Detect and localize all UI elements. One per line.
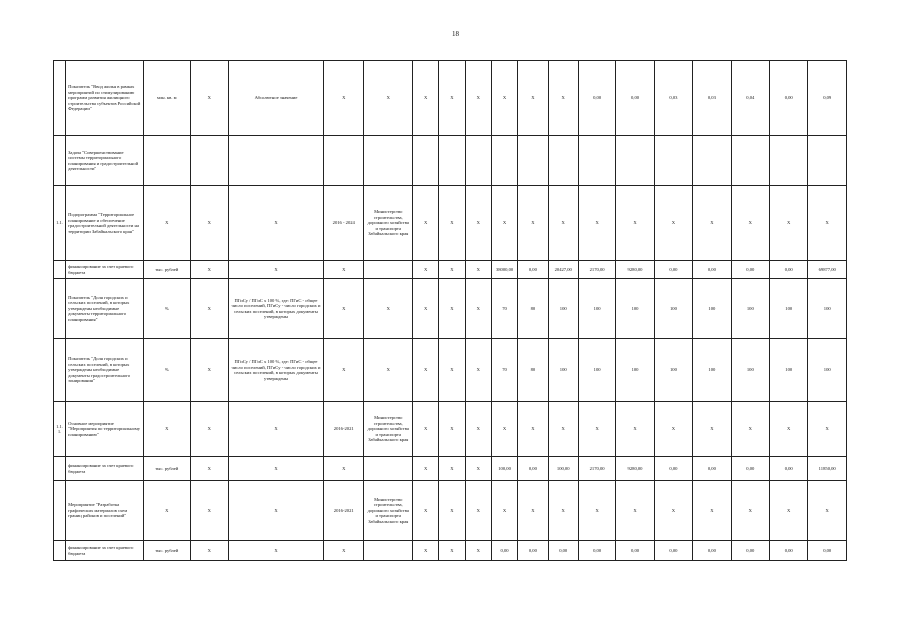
- table-cell: X: [616, 402, 654, 457]
- table-cell: 100: [808, 279, 847, 339]
- table-cell: Задача "Совершенствование системы территориального планирования и градостроительной деятельности": [66, 136, 144, 186]
- table-cell: X: [439, 261, 465, 279]
- table-cell: [54, 136, 66, 186]
- table-cell: [54, 457, 66, 481]
- table-cell: 0,00: [616, 541, 654, 561]
- table-cell: X: [548, 402, 578, 457]
- table-cell: 0,00: [770, 261, 808, 279]
- table-cell: X: [413, 541, 439, 561]
- table-cell: X: [808, 186, 847, 261]
- table-cell: X: [190, 186, 228, 261]
- table-cell: 2016 - 2024: [324, 186, 364, 261]
- table-cell: [616, 136, 654, 186]
- table-cell: X: [616, 481, 654, 541]
- table-cell: 100: [770, 279, 808, 339]
- table-cell: 70: [491, 279, 517, 339]
- table-cell: [54, 279, 66, 339]
- table-cell: X: [654, 402, 692, 457]
- table-cell: [364, 541, 413, 561]
- table-cell: 1.1.1.: [54, 402, 66, 457]
- table-cell: 0,09: [808, 61, 847, 136]
- table-cell: X: [190, 261, 228, 279]
- table-cell: X: [228, 186, 323, 261]
- table-cell: X: [439, 402, 465, 457]
- table-cell: 100: [578, 279, 615, 339]
- table-cell: X: [465, 402, 491, 457]
- table-cell: X: [548, 61, 578, 136]
- table-cell: 80: [518, 279, 548, 339]
- table-cell: X: [190, 61, 228, 136]
- table-cell: Показатель "Доля городских и сельских поселений, в которых утверждены необходимые документы градостроительного зонирования": [66, 339, 144, 402]
- table-cell: X: [518, 186, 548, 261]
- table-cell: X: [578, 402, 615, 457]
- table-cell: млн. кв. м: [144, 61, 191, 136]
- table-cell: X: [413, 339, 439, 402]
- table-cell: [578, 136, 615, 186]
- table-cell: %: [144, 339, 191, 402]
- table-cell: X: [491, 481, 517, 541]
- table-row: [54, 136, 847, 186]
- table-cell: 0,00: [731, 457, 769, 481]
- table-cell: [54, 61, 66, 136]
- table-cell: X: [324, 339, 364, 402]
- table-cell: 69877,00: [808, 261, 847, 279]
- table-cell: тыс. рублей: [144, 261, 191, 279]
- table-cell: X: [654, 186, 692, 261]
- table-cell: X: [413, 261, 439, 279]
- table-cell: X: [190, 457, 228, 481]
- table-cell: 38000,00: [491, 261, 517, 279]
- table-cell: X: [439, 61, 465, 136]
- table-cell: 2170,00: [578, 457, 615, 481]
- table-cell: тыс. рублей: [144, 541, 191, 561]
- table-cell: [190, 136, 228, 186]
- table-cell: X: [465, 481, 491, 541]
- table-cell: X: [616, 186, 654, 261]
- table-cell: финансирование за счет краевого бюджета: [66, 261, 144, 279]
- table-cell: X: [693, 186, 731, 261]
- table-cell: X: [731, 402, 769, 457]
- table-cell: X: [693, 481, 731, 541]
- table-cell: X: [770, 402, 808, 457]
- table-cell: 0,00: [518, 541, 548, 561]
- table-cell: X: [439, 481, 465, 541]
- table-cell: тыс. рублей: [144, 457, 191, 481]
- table-cell: X: [439, 279, 465, 339]
- table-cell: X: [465, 61, 491, 136]
- table-cell: Мероприятие "Разработка графических материалов схем границ районов и поселений": [66, 481, 144, 541]
- table-cell: [324, 136, 364, 186]
- table-cell: X: [413, 457, 439, 481]
- table-cell: [54, 541, 66, 561]
- table-cell: [364, 136, 413, 186]
- table-cell: [770, 136, 808, 186]
- table-cell: X: [518, 402, 548, 457]
- table-cell: X: [364, 339, 413, 402]
- table-cell: X: [578, 481, 615, 541]
- table-cell: 0,00: [578, 61, 615, 136]
- table-cell: 100: [616, 339, 654, 402]
- table-cell: Подпрограмма "Территориальное планирование и обеспечение градостроительной деятельности на территории Забайкальского края": [66, 186, 144, 261]
- table-cell: [54, 261, 66, 279]
- table-cell: X: [491, 61, 517, 136]
- table-cell: X: [413, 279, 439, 339]
- table-cell: 80: [518, 339, 548, 402]
- table-cell: X: [808, 481, 847, 541]
- table-cell: финансирование за счет краевого бюджета: [66, 457, 144, 481]
- table-cell: X: [578, 186, 615, 261]
- table-cell: 0,00: [770, 61, 808, 136]
- table-cell: Абсолютное значение: [228, 61, 323, 136]
- table-cell: 0,00: [693, 457, 731, 481]
- table-cell: X: [324, 61, 364, 136]
- table-row: [54, 339, 847, 402]
- table-cell: [413, 136, 439, 186]
- table-cell: 9280,00: [616, 457, 654, 481]
- table-cell: Министерство строительства, дорожного хозяйства и транспорта Забайкальского края: [364, 186, 413, 261]
- table-cell: X: [144, 481, 191, 541]
- table-cell: 100: [548, 279, 578, 339]
- table-row: [54, 541, 847, 561]
- table-cell: 20427,00: [548, 261, 578, 279]
- table-cell: 2016-2021: [324, 402, 364, 457]
- table-cell: X: [413, 186, 439, 261]
- table-row: [54, 61, 847, 136]
- table-cell: X: [364, 61, 413, 136]
- table-cell: 100: [578, 339, 615, 402]
- table-cell: Министерство строительства, дорожного хозяйства и транспорта Забайкальского края: [364, 481, 413, 541]
- table-row: [54, 481, 847, 541]
- table-cell: 0,00: [654, 457, 692, 481]
- table-cell: 0,00: [491, 541, 517, 561]
- table-cell: X: [190, 541, 228, 561]
- table-cell: X: [465, 279, 491, 339]
- table-cell: 100: [770, 339, 808, 402]
- table-cell: [364, 261, 413, 279]
- table-cell: X: [548, 186, 578, 261]
- table-cell: 0,03: [693, 61, 731, 136]
- table-cell: X: [491, 186, 517, 261]
- table-row: [54, 402, 847, 457]
- table-cell: 100,00: [491, 457, 517, 481]
- table-cell: X: [439, 339, 465, 402]
- table-cell: X: [731, 186, 769, 261]
- table-cell: 100: [693, 279, 731, 339]
- table-cell: X: [518, 481, 548, 541]
- table-cell: X: [731, 481, 769, 541]
- table-row: [54, 279, 847, 339]
- table-cell: [654, 136, 692, 186]
- table-cell: 0,00: [518, 457, 548, 481]
- table-cell: 100: [731, 339, 769, 402]
- table-cell: [548, 136, 578, 186]
- table-cell: X: [144, 402, 191, 457]
- table-cell: X: [228, 261, 323, 279]
- table-cell: 0,00: [616, 61, 654, 136]
- table-cell: 0,00: [654, 541, 692, 561]
- table-cell: X: [491, 402, 517, 457]
- table-cell: финансирование за счет краевого бюджета: [66, 541, 144, 561]
- table-cell: X: [465, 186, 491, 261]
- table-row: [54, 186, 847, 261]
- table-cell: X: [228, 541, 323, 561]
- table-cell: ПГиСу / ПГиС x 100 %, где: ПГиС - общее число поселений, ПГиСу - число городских и сельских поселений, в которых документы утверждены: [228, 279, 323, 339]
- table-cell: 2016-2021: [324, 481, 364, 541]
- table-cell: 0,00: [578, 541, 615, 561]
- table-cell: [731, 136, 769, 186]
- table-cell: 0,04: [731, 61, 769, 136]
- table-cell: 70: [491, 339, 517, 402]
- table-cell: 2170,00: [578, 261, 615, 279]
- table-cell: X: [324, 457, 364, 481]
- table-cell: Показатель "Ввод жилья в рамках мероприятий по стимулированию программ развития жилищного строительства субъектов Российской Федерации": [66, 61, 144, 136]
- table-cell: 0,00: [548, 541, 578, 561]
- table-cell: X: [190, 402, 228, 457]
- table-cell: X: [228, 402, 323, 457]
- table-cell: 0,03: [654, 61, 692, 136]
- table-cell: [518, 136, 548, 186]
- table-row: [54, 457, 847, 481]
- table-cell: X: [324, 541, 364, 561]
- table-cell: 100: [654, 279, 692, 339]
- table-cell: 0,00: [770, 457, 808, 481]
- table-cell: 0,00: [808, 541, 847, 561]
- table-cell: 1.1.: [54, 186, 66, 261]
- table-cell: X: [770, 481, 808, 541]
- table-cell: 11850,00: [808, 457, 847, 481]
- table-cell: 0,00: [654, 261, 692, 279]
- table-cell: X: [190, 481, 228, 541]
- table-cell: 0,00: [518, 261, 548, 279]
- table-cell: [144, 136, 191, 186]
- table-cell: 0,00: [731, 541, 769, 561]
- table-cell: 0,00: [770, 541, 808, 561]
- table-cell: X: [413, 402, 439, 457]
- table-cell: 0,00: [693, 541, 731, 561]
- table-cell: X: [190, 339, 228, 402]
- table-cell: Министерство строительства, дорожного хозяйства и транспорта Забайкальского края: [364, 402, 413, 457]
- table-cell: X: [465, 261, 491, 279]
- table-cell: X: [808, 402, 847, 457]
- table-cell: [54, 481, 66, 541]
- table-cell: X: [439, 457, 465, 481]
- table-cell: X: [364, 279, 413, 339]
- table-row: [54, 261, 847, 279]
- table-cell: X: [190, 279, 228, 339]
- table-cell: 100: [548, 339, 578, 402]
- table-cell: X: [465, 457, 491, 481]
- table-cell: X: [770, 186, 808, 261]
- table-cell: X: [439, 186, 465, 261]
- table-cell: 100: [731, 279, 769, 339]
- table-cell: 0,00: [731, 261, 769, 279]
- table-cell: [54, 339, 66, 402]
- table-cell: 100: [654, 339, 692, 402]
- table-cell: Показатель "Доля городских и сельских поселений, в которых утверждены необходимые документы территориального планирования": [66, 279, 144, 339]
- table-cell: X: [518, 61, 548, 136]
- table-cell: 0,00: [693, 261, 731, 279]
- table-cell: X: [413, 61, 439, 136]
- table-cell: 100: [616, 279, 654, 339]
- table-cell: 100: [693, 339, 731, 402]
- table-cell: [491, 136, 517, 186]
- table-cell: [465, 136, 491, 186]
- table-cell: X: [228, 457, 323, 481]
- table-cell: [364, 457, 413, 481]
- table-cell: X: [228, 481, 323, 541]
- program-table: [53, 60, 847, 561]
- page-number: 18: [452, 30, 459, 38]
- table-cell: 100: [808, 339, 847, 402]
- table-cell: X: [693, 402, 731, 457]
- table-cell: X: [413, 481, 439, 541]
- table-cell: Основное мероприятие "Мероприятия по территориальному планированию": [66, 402, 144, 457]
- table-cell: X: [548, 481, 578, 541]
- table-cell: 9280,00: [616, 261, 654, 279]
- table-cell: X: [654, 481, 692, 541]
- table-cell: [228, 136, 323, 186]
- table-cell: ПГиСу / ПГиС x 100 %, где: ПГиС - общее число поселений, ПГиСу - число городских и сельских поселений, в которых документы утверждены: [228, 339, 323, 402]
- table-cell: X: [324, 279, 364, 339]
- table-cell: 100,00: [548, 457, 578, 481]
- table-cell: X: [465, 339, 491, 402]
- table-cell: [693, 136, 731, 186]
- table-cell: [439, 136, 465, 186]
- table-cell: %: [144, 279, 191, 339]
- table-cell: [808, 136, 847, 186]
- table-cell: X: [439, 541, 465, 561]
- table-cell: X: [324, 261, 364, 279]
- table-cell: X: [144, 186, 191, 261]
- table-cell: X: [465, 541, 491, 561]
